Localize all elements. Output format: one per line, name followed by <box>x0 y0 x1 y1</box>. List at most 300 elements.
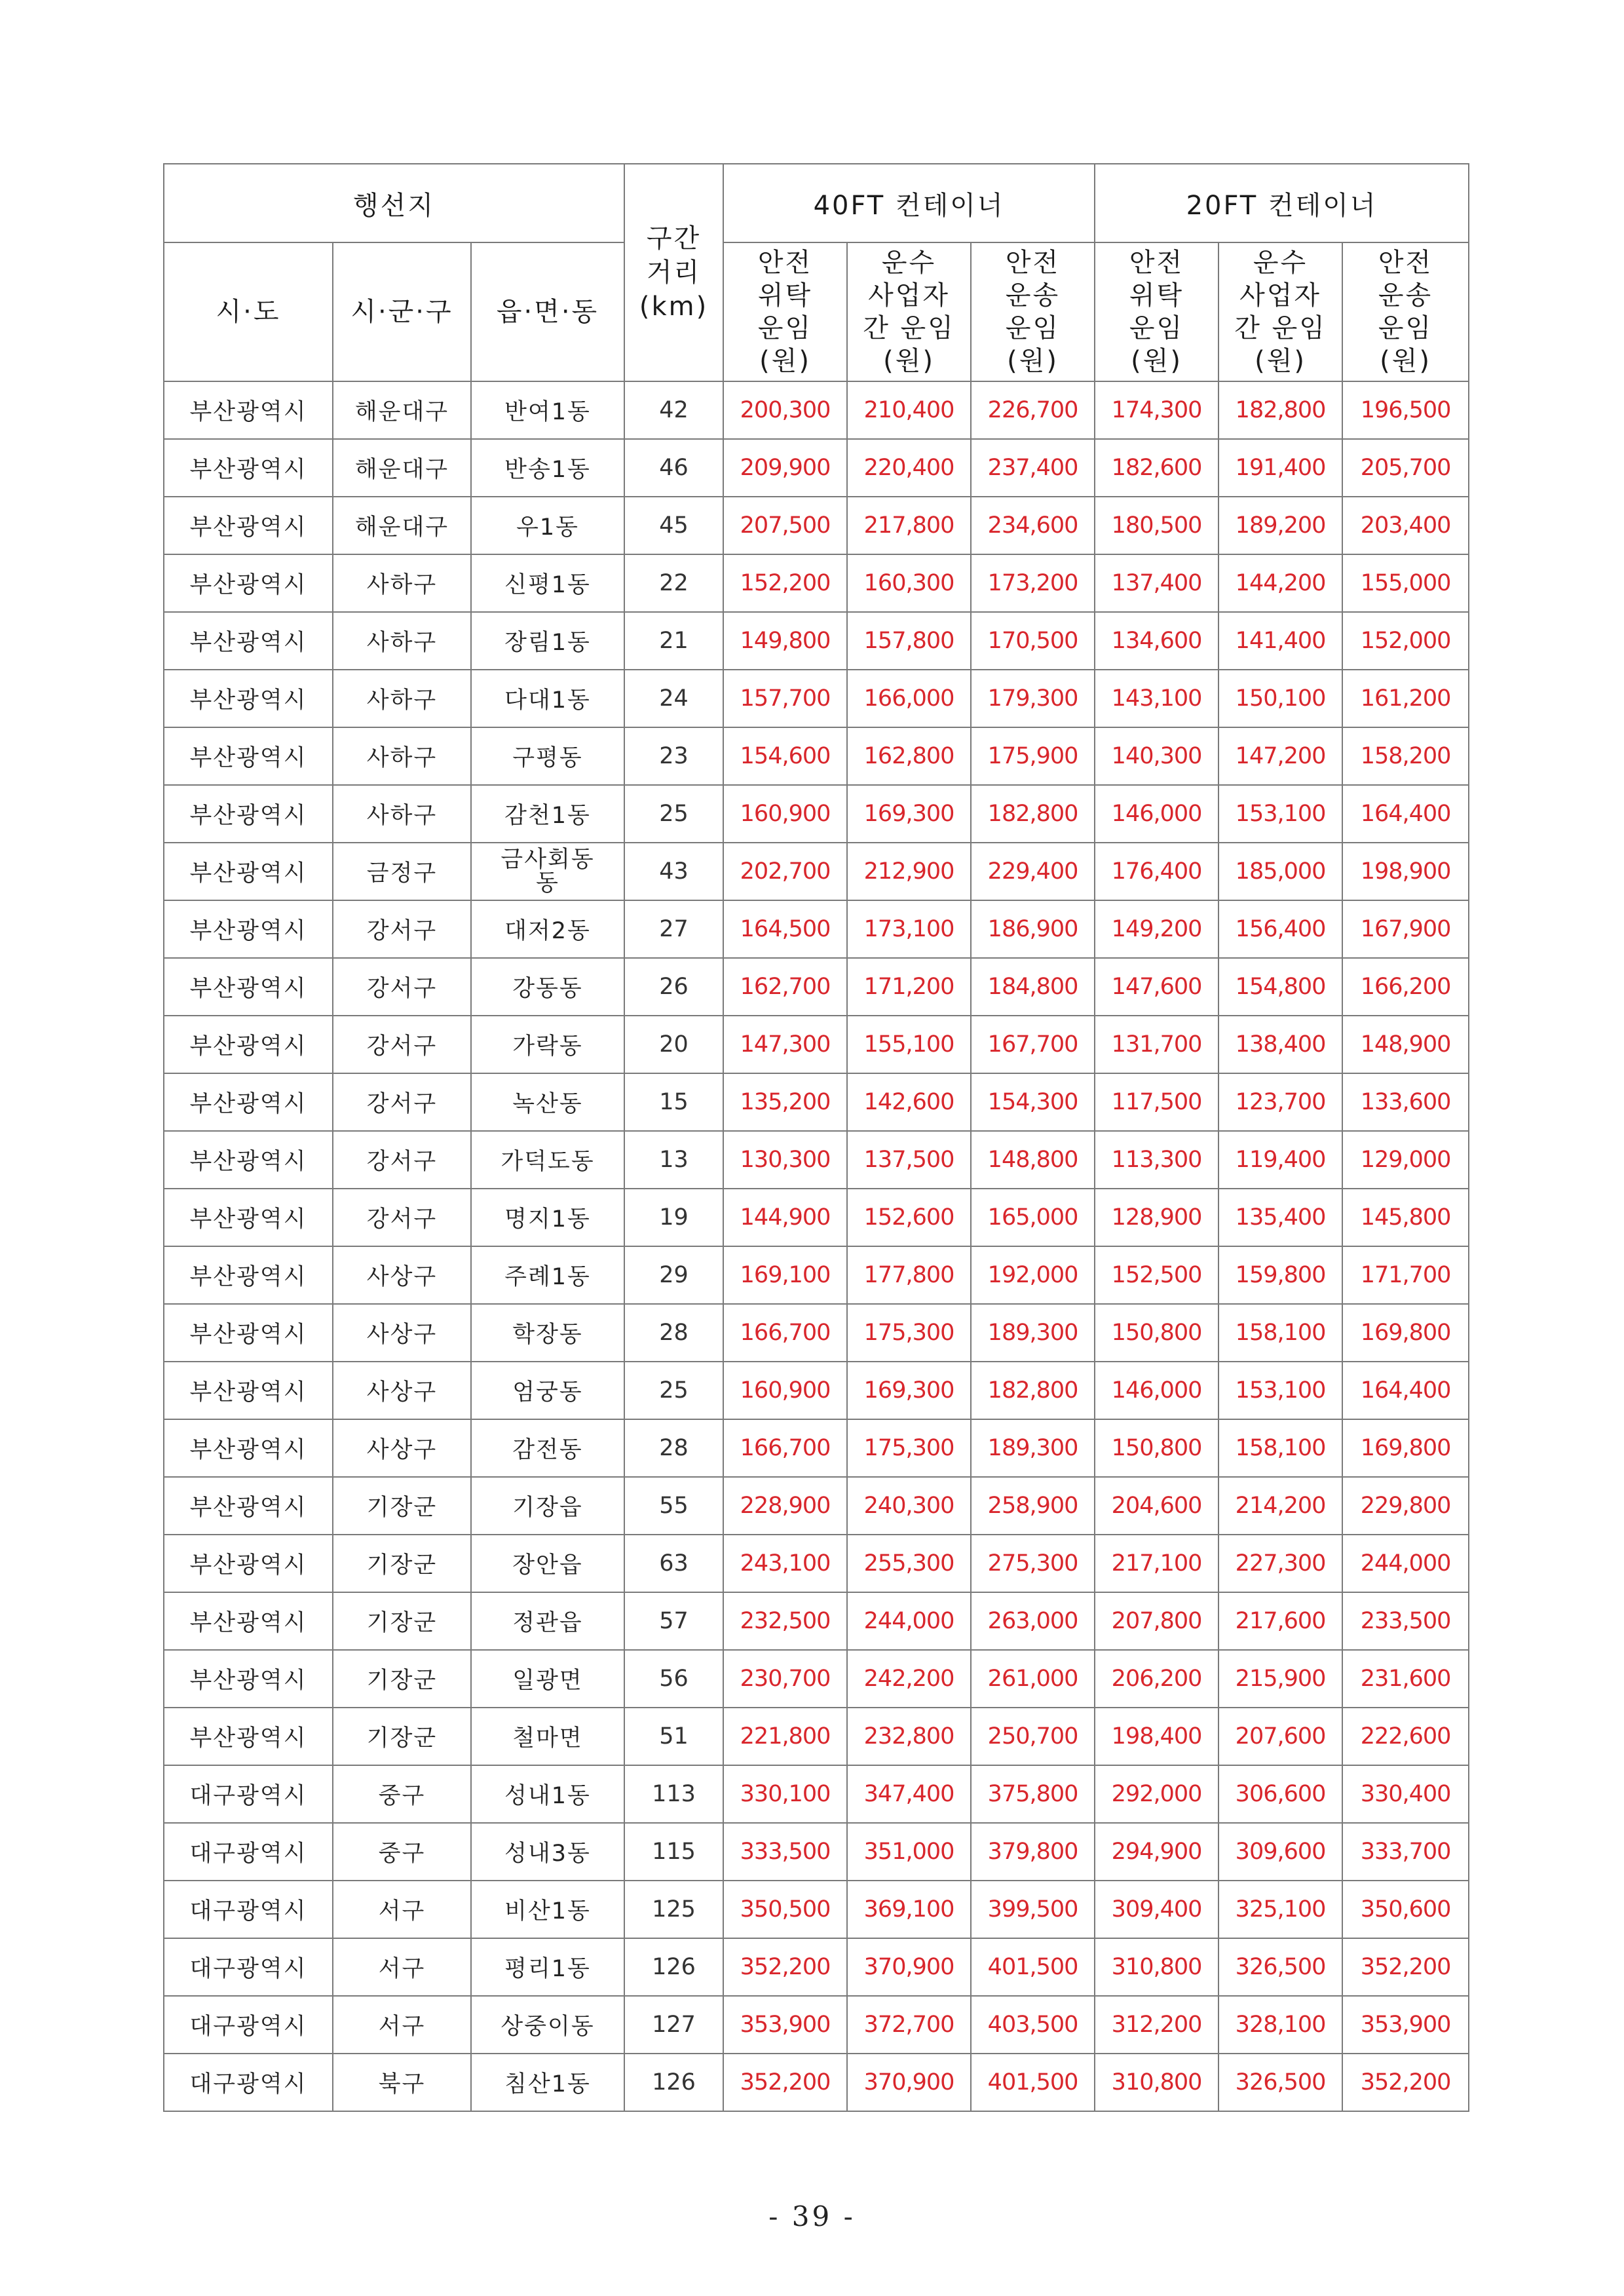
rate-40ft-safe-transport: 175,900 <box>971 727 1095 785</box>
dong-cell: 다대1동 <box>471 670 624 727</box>
rate-20ft-carrier: 326,500 <box>1218 1938 1342 1996</box>
sigungu-cell: 강서구 <box>333 900 471 958</box>
sigungu-cell: 서구 <box>333 1938 471 1996</box>
rate-20ft-carrier: 207,600 <box>1218 1708 1342 1765</box>
rate-40ft-safe-transport: 261,000 <box>971 1650 1095 1708</box>
rate-40ft-safe-consign: 149,800 <box>723 612 847 670</box>
dong-cell: 녹산동 <box>471 1073 624 1131</box>
rate-20ft-carrier: 309,600 <box>1218 1823 1342 1881</box>
rate-20ft-safe-consign: 174,300 <box>1095 381 1218 439</box>
distance-cell: 56 <box>624 1650 723 1708</box>
20ft-safe-transport-header: 안전 운송 운임 (원) <box>1342 242 1469 381</box>
sigungu-cell: 기장군 <box>333 1708 471 1765</box>
sido-cell: 부산광역시 <box>164 497 333 554</box>
rate-20ft-carrier: 153,100 <box>1218 1362 1342 1419</box>
rate-20ft-carrier: 227,300 <box>1218 1535 1342 1592</box>
dong-cell: 엄궁동 <box>471 1362 624 1419</box>
sigungu-cell: 기장군 <box>333 1477 471 1535</box>
rate-20ft-carrier: 153,100 <box>1218 785 1342 843</box>
sigungu-cell: 사상구 <box>333 1419 471 1477</box>
table-row <box>164 1073 1469 1131</box>
rate-20ft-carrier: 123,700 <box>1218 1073 1342 1131</box>
container-20ft-header: 20FT 컨테이너 <box>1095 164 1469 242</box>
rate-40ft-safe-transport: 237,400 <box>971 439 1095 497</box>
rate-20ft-safe-consign: 149,200 <box>1095 900 1218 958</box>
rate-20ft-safe-transport: 203,400 <box>1342 497 1469 554</box>
rate-40ft-carrier: 177,800 <box>847 1246 971 1304</box>
sido-cell: 대구광역시 <box>164 1881 333 1938</box>
rate-40ft-carrier: 169,300 <box>847 1362 971 1419</box>
rate-40ft-safe-consign: 221,800 <box>723 1708 847 1765</box>
distance-cell: 23 <box>624 727 723 785</box>
sigungu-cell: 해운대구 <box>333 381 471 439</box>
rate-40ft-safe-consign: 130,300 <box>723 1131 847 1189</box>
rate-40ft-safe-transport: 403,500 <box>971 1996 1095 2054</box>
rate-20ft-safe-consign: 140,300 <box>1095 727 1218 785</box>
rate-20ft-safe-consign: 131,700 <box>1095 1016 1218 1073</box>
table-row <box>164 1419 1469 1477</box>
sido-cell: 부산광역시 <box>164 612 333 670</box>
rate-40ft-carrier: 175,300 <box>847 1419 971 1477</box>
rate-20ft-safe-consign: 310,800 <box>1095 1938 1218 1996</box>
rate-40ft-safe-transport: 167,700 <box>971 1016 1095 1073</box>
distance-cell: 29 <box>624 1246 723 1304</box>
rate-40ft-carrier: 162,800 <box>847 727 971 785</box>
table-row <box>164 1650 1469 1708</box>
sido-cell: 부산광역시 <box>164 785 333 843</box>
rate-20ft-safe-consign: 182,600 <box>1095 439 1218 497</box>
rate-20ft-safe-transport: 133,600 <box>1342 1073 1469 1131</box>
distance-cell: 63 <box>624 1535 723 1592</box>
rate-40ft-carrier: 210,400 <box>847 381 971 439</box>
rate-20ft-safe-transport: 169,800 <box>1342 1419 1469 1477</box>
sido-cell: 부산광역시 <box>164 1246 333 1304</box>
sigungu-cell: 사상구 <box>333 1304 471 1362</box>
sigungu-cell: 서구 <box>333 1996 471 2054</box>
distance-cell: 126 <box>624 1938 723 1996</box>
sigungu-cell: 강서구 <box>333 1189 471 1246</box>
rate-20ft-safe-consign: 294,900 <box>1095 1823 1218 1881</box>
dong-cell: 명지1동 <box>471 1189 624 1246</box>
dong-cell: 강동동 <box>471 958 624 1016</box>
sido-cell: 부산광역시 <box>164 727 333 785</box>
rate-40ft-safe-consign: 202,700 <box>723 843 847 900</box>
rate-20ft-safe-transport: 161,200 <box>1342 670 1469 727</box>
rate-20ft-carrier: 135,400 <box>1218 1189 1342 1246</box>
table-row <box>164 670 1469 727</box>
rate-20ft-carrier: 158,100 <box>1218 1304 1342 1362</box>
sigungu-cell: 중구 <box>333 1823 471 1881</box>
dong-cell: 우1동 <box>471 497 624 554</box>
sido-cell: 부산광역시 <box>164 1189 333 1246</box>
table-row <box>164 1996 1469 2054</box>
table-row <box>164 1477 1469 1535</box>
rate-20ft-safe-transport: 198,900 <box>1342 843 1469 900</box>
rate-20ft-safe-consign: 310,800 <box>1095 2054 1218 2111</box>
20ft-carrier-rate-header: 운수 사업자 간 운임 (원) <box>1218 242 1342 381</box>
sido-cell: 부산광역시 <box>164 1650 333 1708</box>
rate-40ft-carrier: 372,700 <box>847 1996 971 2054</box>
rate-20ft-safe-consign: 143,100 <box>1095 670 1218 727</box>
rate-20ft-safe-transport: 352,200 <box>1342 1938 1469 1996</box>
rate-40ft-carrier: 232,800 <box>847 1708 971 1765</box>
distance-cell: 43 <box>624 843 723 900</box>
rate-20ft-safe-transport: 145,800 <box>1342 1189 1469 1246</box>
rate-20ft-carrier: 141,400 <box>1218 612 1342 670</box>
rate-20ft-safe-consign: 217,100 <box>1095 1535 1218 1592</box>
distance-cell: 127 <box>624 1996 723 2054</box>
table-row <box>164 439 1469 497</box>
rate-20ft-safe-consign: 117,500 <box>1095 1073 1218 1131</box>
rate-20ft-carrier: 189,200 <box>1218 497 1342 554</box>
rate-40ft-safe-transport: 399,500 <box>971 1881 1095 1938</box>
rate-20ft-safe-transport: 171,700 <box>1342 1246 1469 1304</box>
rate-40ft-safe-transport: 192,000 <box>971 1246 1095 1304</box>
page-number: - 39 - <box>768 2200 856 2232</box>
rate-40ft-safe-consign: 333,500 <box>723 1823 847 1881</box>
dong-cell: 장림1동 <box>471 612 624 670</box>
rate-20ft-safe-consign: 137,400 <box>1095 554 1218 612</box>
rate-20ft-safe-transport: 164,400 <box>1342 785 1469 843</box>
rate-40ft-safe-consign: 166,700 <box>723 1419 847 1477</box>
rate-40ft-carrier: 171,200 <box>847 958 971 1016</box>
sigungu-cell: 해운대구 <box>333 497 471 554</box>
rate-20ft-safe-consign: 147,600 <box>1095 958 1218 1016</box>
distance-cell: 57 <box>624 1592 723 1650</box>
rate-40ft-safe-consign: 200,300 <box>723 381 847 439</box>
rate-20ft-safe-consign: 113,300 <box>1095 1131 1218 1189</box>
dong-cell: 학장동 <box>471 1304 624 1362</box>
rate-20ft-safe-consign: 198,400 <box>1095 1708 1218 1765</box>
dong-cell: 침산1동 <box>471 2054 624 2111</box>
table-row <box>164 1304 1469 1362</box>
rate-20ft-carrier: 306,600 <box>1218 1765 1342 1823</box>
sigungu-cell: 강서구 <box>333 1016 471 1073</box>
rate-20ft-safe-transport: 233,500 <box>1342 1592 1469 1650</box>
rate-40ft-safe-consign: 154,600 <box>723 727 847 785</box>
rate-20ft-carrier: 150,100 <box>1218 670 1342 727</box>
rate-20ft-safe-transport: 352,200 <box>1342 2054 1469 2111</box>
subheader-row <box>164 242 1469 381</box>
table-row <box>164 843 1469 900</box>
rate-40ft-safe-transport: 189,300 <box>971 1304 1095 1362</box>
sido-cell: 부산광역시 <box>164 1477 333 1535</box>
rate-40ft-safe-consign: 169,100 <box>723 1246 847 1304</box>
rate-20ft-safe-transport: 166,200 <box>1342 958 1469 1016</box>
rate-40ft-carrier: 370,900 <box>847 2054 971 2111</box>
dong-cell: 일광면 <box>471 1650 624 1708</box>
rate-40ft-safe-consign: 230,700 <box>723 1650 847 1708</box>
rate-40ft-safe-transport: 226,700 <box>971 381 1095 439</box>
sido-cell: 부산광역시 <box>164 1362 333 1419</box>
rate-20ft-safe-consign: 176,400 <box>1095 843 1218 900</box>
rate-20ft-carrier: 158,100 <box>1218 1419 1342 1477</box>
rate-40ft-carrier: 152,600 <box>847 1189 971 1246</box>
table-row <box>164 1592 1469 1650</box>
rate-20ft-carrier: 328,100 <box>1218 1996 1342 2054</box>
sido-cell: 대구광역시 <box>164 1823 333 1881</box>
rate-40ft-safe-transport: 250,700 <box>971 1708 1095 1765</box>
distance-cell: 25 <box>624 785 723 843</box>
table-row <box>164 497 1469 554</box>
dong-cell: 반송1동 <box>471 439 624 497</box>
sigungu-cell: 사상구 <box>333 1362 471 1419</box>
table-row <box>164 612 1469 670</box>
sigungu-cell: 사하구 <box>333 670 471 727</box>
sido-cell: 대구광역시 <box>164 1938 333 1996</box>
distance-cell: 24 <box>624 670 723 727</box>
eupmyeondong-header: 읍·면·동 <box>471 242 624 381</box>
distance-cell: 22 <box>624 554 723 612</box>
rate-20ft-safe-consign: 134,600 <box>1095 612 1218 670</box>
table-row <box>164 1362 1469 1419</box>
40ft-safe-transport-header: 안전 운송 운임 (원) <box>971 242 1095 381</box>
rate-20ft-safe-transport: 353,900 <box>1342 1996 1469 2054</box>
rate-20ft-safe-transport: 333,700 <box>1342 1823 1469 1881</box>
rate-40ft-safe-consign: 147,300 <box>723 1016 847 1073</box>
rate-40ft-safe-transport: 189,300 <box>971 1419 1095 1477</box>
distance-cell: 45 <box>624 497 723 554</box>
rate-20ft-safe-transport: 169,800 <box>1342 1304 1469 1362</box>
rate-20ft-safe-consign: 150,800 <box>1095 1419 1218 1477</box>
dong-cell: 대저2동 <box>471 900 624 958</box>
rate-40ft-safe-consign: 243,100 <box>723 1535 847 1592</box>
rate-20ft-safe-consign: 312,200 <box>1095 1996 1218 2054</box>
rate-40ft-safe-transport: 148,800 <box>971 1131 1095 1189</box>
rate-40ft-safe-transport: 229,400 <box>971 843 1095 900</box>
sigungu-cell: 강서구 <box>333 1073 471 1131</box>
sigungu-cell: 기장군 <box>333 1650 471 1708</box>
dong-cell: 성내1동 <box>471 1765 624 1823</box>
table-row <box>164 1881 1469 1938</box>
sido-cell: 부산광역시 <box>164 554 333 612</box>
sido-cell: 부산광역시 <box>164 1131 333 1189</box>
rate-20ft-safe-transport: 152,000 <box>1342 612 1469 670</box>
dong-cell: 평리1동 <box>471 1938 624 1996</box>
rate-40ft-carrier: 217,800 <box>847 497 971 554</box>
rate-40ft-safe-consign: 207,500 <box>723 497 847 554</box>
rate-40ft-carrier: 212,900 <box>847 843 971 900</box>
dong-cell: 철마면 <box>471 1708 624 1765</box>
distance-cell: 28 <box>624 1304 723 1362</box>
rate-40ft-carrier: 142,600 <box>847 1073 971 1131</box>
sido-header: 시·도 <box>164 242 333 381</box>
sido-cell: 부산광역시 <box>164 1304 333 1362</box>
rate-40ft-carrier: 175,300 <box>847 1304 971 1362</box>
rate-20ft-safe-transport: 196,500 <box>1342 381 1469 439</box>
rate-20ft-carrier: 215,900 <box>1218 1650 1342 1708</box>
rate-20ft-carrier: 156,400 <box>1218 900 1342 958</box>
dong-cell: 상중이동 <box>471 1996 624 2054</box>
rate-40ft-safe-transport: 275,300 <box>971 1535 1095 1592</box>
rate-20ft-carrier: 119,400 <box>1218 1131 1342 1189</box>
sido-cell: 부산광역시 <box>164 1073 333 1131</box>
sido-cell: 부산광역시 <box>164 439 333 497</box>
sido-cell: 부산광역시 <box>164 900 333 958</box>
rate-40ft-safe-consign: 352,200 <box>723 2054 847 2111</box>
rate-40ft-safe-consign: 164,500 <box>723 900 847 958</box>
sigungu-header: 시·군·구 <box>333 242 471 381</box>
rate-20ft-safe-consign: 204,600 <box>1095 1477 1218 1535</box>
distance-cell: 25 <box>624 1362 723 1419</box>
dong-cell: 성내3동 <box>471 1823 624 1881</box>
rate-20ft-carrier: 144,200 <box>1218 554 1342 612</box>
sido-cell: 부산광역시 <box>164 1535 333 1592</box>
sido-cell: 부산광역시 <box>164 1016 333 1073</box>
sido-cell: 대구광역시 <box>164 2054 333 2111</box>
dong-cell: 정관읍 <box>471 1592 624 1650</box>
table-row <box>164 1246 1469 1304</box>
rate-20ft-safe-transport: 205,700 <box>1342 439 1469 497</box>
distance-cell: 20 <box>624 1016 723 1073</box>
20ft-safe-consign-header: 안전 위탁 운임 (원) <box>1095 242 1218 381</box>
rate-20ft-safe-consign: 128,900 <box>1095 1189 1218 1246</box>
rate-20ft-safe-transport: 222,600 <box>1342 1708 1469 1765</box>
rate-40ft-carrier: 160,300 <box>847 554 971 612</box>
rate-40ft-safe-consign: 209,900 <box>723 439 847 497</box>
dong-cell: 구평동 <box>471 727 624 785</box>
distance-cell: 21 <box>624 612 723 670</box>
rate-40ft-carrier: 157,800 <box>847 612 971 670</box>
rate-20ft-carrier: 217,600 <box>1218 1592 1342 1650</box>
rate-40ft-carrier: 255,300 <box>847 1535 971 1592</box>
rate-40ft-carrier: 369,100 <box>847 1881 971 1938</box>
rate-20ft-safe-transport: 167,900 <box>1342 900 1469 958</box>
rate-40ft-carrier: 173,100 <box>847 900 971 958</box>
sigungu-cell: 금정구 <box>333 843 471 900</box>
rate-40ft-safe-consign: 135,200 <box>723 1073 847 1131</box>
sigungu-cell: 기장군 <box>333 1592 471 1650</box>
rate-20ft-carrier: 214,200 <box>1218 1477 1342 1535</box>
table-row <box>164 1938 1469 1996</box>
rate-40ft-carrier: 244,000 <box>847 1592 971 1650</box>
rate-20ft-safe-transport: 231,600 <box>1342 1650 1469 1708</box>
sido-cell: 부산광역시 <box>164 670 333 727</box>
rate-20ft-safe-consign: 146,000 <box>1095 1362 1218 1419</box>
rate-20ft-safe-consign: 207,800 <box>1095 1592 1218 1650</box>
sido-cell: 부산광역시 <box>164 381 333 439</box>
rate-40ft-safe-consign: 228,900 <box>723 1477 847 1535</box>
table-row <box>164 381 1469 439</box>
dong-cell: 금사회동 동 <box>471 843 624 900</box>
rate-20ft-carrier: 138,400 <box>1218 1016 1342 1073</box>
table-row <box>164 900 1469 958</box>
rate-40ft-carrier: 155,100 <box>847 1016 971 1073</box>
rate-40ft-carrier: 137,500 <box>847 1131 971 1189</box>
sigungu-cell: 북구 <box>333 2054 471 2111</box>
distance-cell: 13 <box>624 1131 723 1189</box>
distance-cell: 28 <box>624 1419 723 1477</box>
rate-20ft-carrier: 182,800 <box>1218 381 1342 439</box>
distance-cell: 27 <box>624 900 723 958</box>
rate-20ft-safe-transport: 164,400 <box>1342 1362 1469 1419</box>
rate-20ft-safe-transport: 330,400 <box>1342 1765 1469 1823</box>
table-row <box>164 1765 1469 1823</box>
rate-40ft-safe-transport: 263,000 <box>971 1592 1095 1650</box>
sido-cell: 대구광역시 <box>164 1996 333 2054</box>
rate-40ft-carrier: 351,000 <box>847 1823 971 1881</box>
rate-40ft-safe-consign: 232,500 <box>723 1592 847 1650</box>
sigungu-cell: 강서구 <box>333 1131 471 1189</box>
distance-cell: 55 <box>624 1477 723 1535</box>
rate-40ft-safe-transport: 234,600 <box>971 497 1095 554</box>
rate-40ft-safe-transport: 184,800 <box>971 958 1095 1016</box>
40ft-safe-consign-header: 안전 위탁 운임 (원) <box>723 242 847 381</box>
rate-40ft-carrier: 242,200 <box>847 1650 971 1708</box>
rate-40ft-safe-transport: 186,900 <box>971 900 1095 958</box>
rate-20ft-safe-consign: 206,200 <box>1095 1650 1218 1708</box>
rate-40ft-carrier: 220,400 <box>847 439 971 497</box>
rate-20ft-safe-transport: 229,800 <box>1342 1477 1469 1535</box>
sigungu-cell: 강서구 <box>333 958 471 1016</box>
rate-40ft-safe-transport: 401,500 <box>971 1938 1095 1996</box>
rate-20ft-safe-transport: 244,000 <box>1342 1535 1469 1592</box>
table-row <box>164 1708 1469 1765</box>
table-row <box>164 1189 1469 1246</box>
sido-cell: 부산광역시 <box>164 958 333 1016</box>
dong-cell: 기장읍 <box>471 1477 624 1535</box>
rate-40ft-safe-transport: 154,300 <box>971 1073 1095 1131</box>
table-body <box>164 381 1469 2111</box>
rate-20ft-carrier: 185,000 <box>1218 843 1342 900</box>
dong-cell: 가락동 <box>471 1016 624 1073</box>
rate-20ft-carrier: 325,100 <box>1218 1881 1342 1938</box>
sigungu-cell: 사하구 <box>333 612 471 670</box>
rate-40ft-safe-consign: 330,100 <box>723 1765 847 1823</box>
sigungu-cell: 사상구 <box>333 1246 471 1304</box>
rate-20ft-carrier: 191,400 <box>1218 439 1342 497</box>
rate-20ft-safe-transport: 155,000 <box>1342 554 1469 612</box>
rate-20ft-safe-transport: 129,000 <box>1342 1131 1469 1189</box>
rate-40ft-safe-transport: 179,300 <box>971 670 1095 727</box>
rate-40ft-safe-transport: 170,500 <box>971 612 1095 670</box>
dong-cell: 반여1동 <box>471 381 624 439</box>
distance-cell: 115 <box>624 1823 723 1881</box>
rate-40ft-safe-consign: 157,700 <box>723 670 847 727</box>
sido-cell: 대구광역시 <box>164 1765 333 1823</box>
rate-20ft-safe-transport: 148,900 <box>1342 1016 1469 1073</box>
sigungu-cell: 사하구 <box>333 785 471 843</box>
rate-20ft-safe-consign: 180,500 <box>1095 497 1218 554</box>
rate-40ft-safe-consign: 352,200 <box>723 1938 847 1996</box>
sigungu-cell: 중구 <box>333 1765 471 1823</box>
rate-40ft-carrier: 166,000 <box>847 670 971 727</box>
rate-20ft-safe-consign: 146,000 <box>1095 785 1218 843</box>
dong-cell: 장안읍 <box>471 1535 624 1592</box>
table-row <box>164 2054 1469 2111</box>
rate-40ft-safe-consign: 160,900 <box>723 785 847 843</box>
rate-40ft-safe-consign: 160,900 <box>723 1362 847 1419</box>
rate-20ft-safe-consign: 152,500 <box>1095 1246 1218 1304</box>
rate-40ft-safe-transport: 182,800 <box>971 785 1095 843</box>
rate-20ft-carrier: 159,800 <box>1218 1246 1342 1304</box>
rate-40ft-safe-transport: 401,500 <box>971 2054 1095 2111</box>
distance-cell: 46 <box>624 439 723 497</box>
distance-cell: 19 <box>624 1189 723 1246</box>
rate-20ft-safe-transport: 158,200 <box>1342 727 1469 785</box>
table-row <box>164 785 1469 843</box>
rate-20ft-safe-consign: 292,000 <box>1095 1765 1218 1823</box>
rate-40ft-safe-transport: 379,800 <box>971 1823 1095 1881</box>
dong-cell: 비산1동 <box>471 1881 624 1938</box>
distance-cell: 51 <box>624 1708 723 1765</box>
table-row <box>164 1016 1469 1073</box>
dong-cell: 주례1동 <box>471 1246 624 1304</box>
freight-rate-table <box>163 163 1469 2112</box>
sido-cell: 부산광역시 <box>164 1419 333 1477</box>
distance-cell: 15 <box>624 1073 723 1131</box>
table-row <box>164 1535 1469 1592</box>
